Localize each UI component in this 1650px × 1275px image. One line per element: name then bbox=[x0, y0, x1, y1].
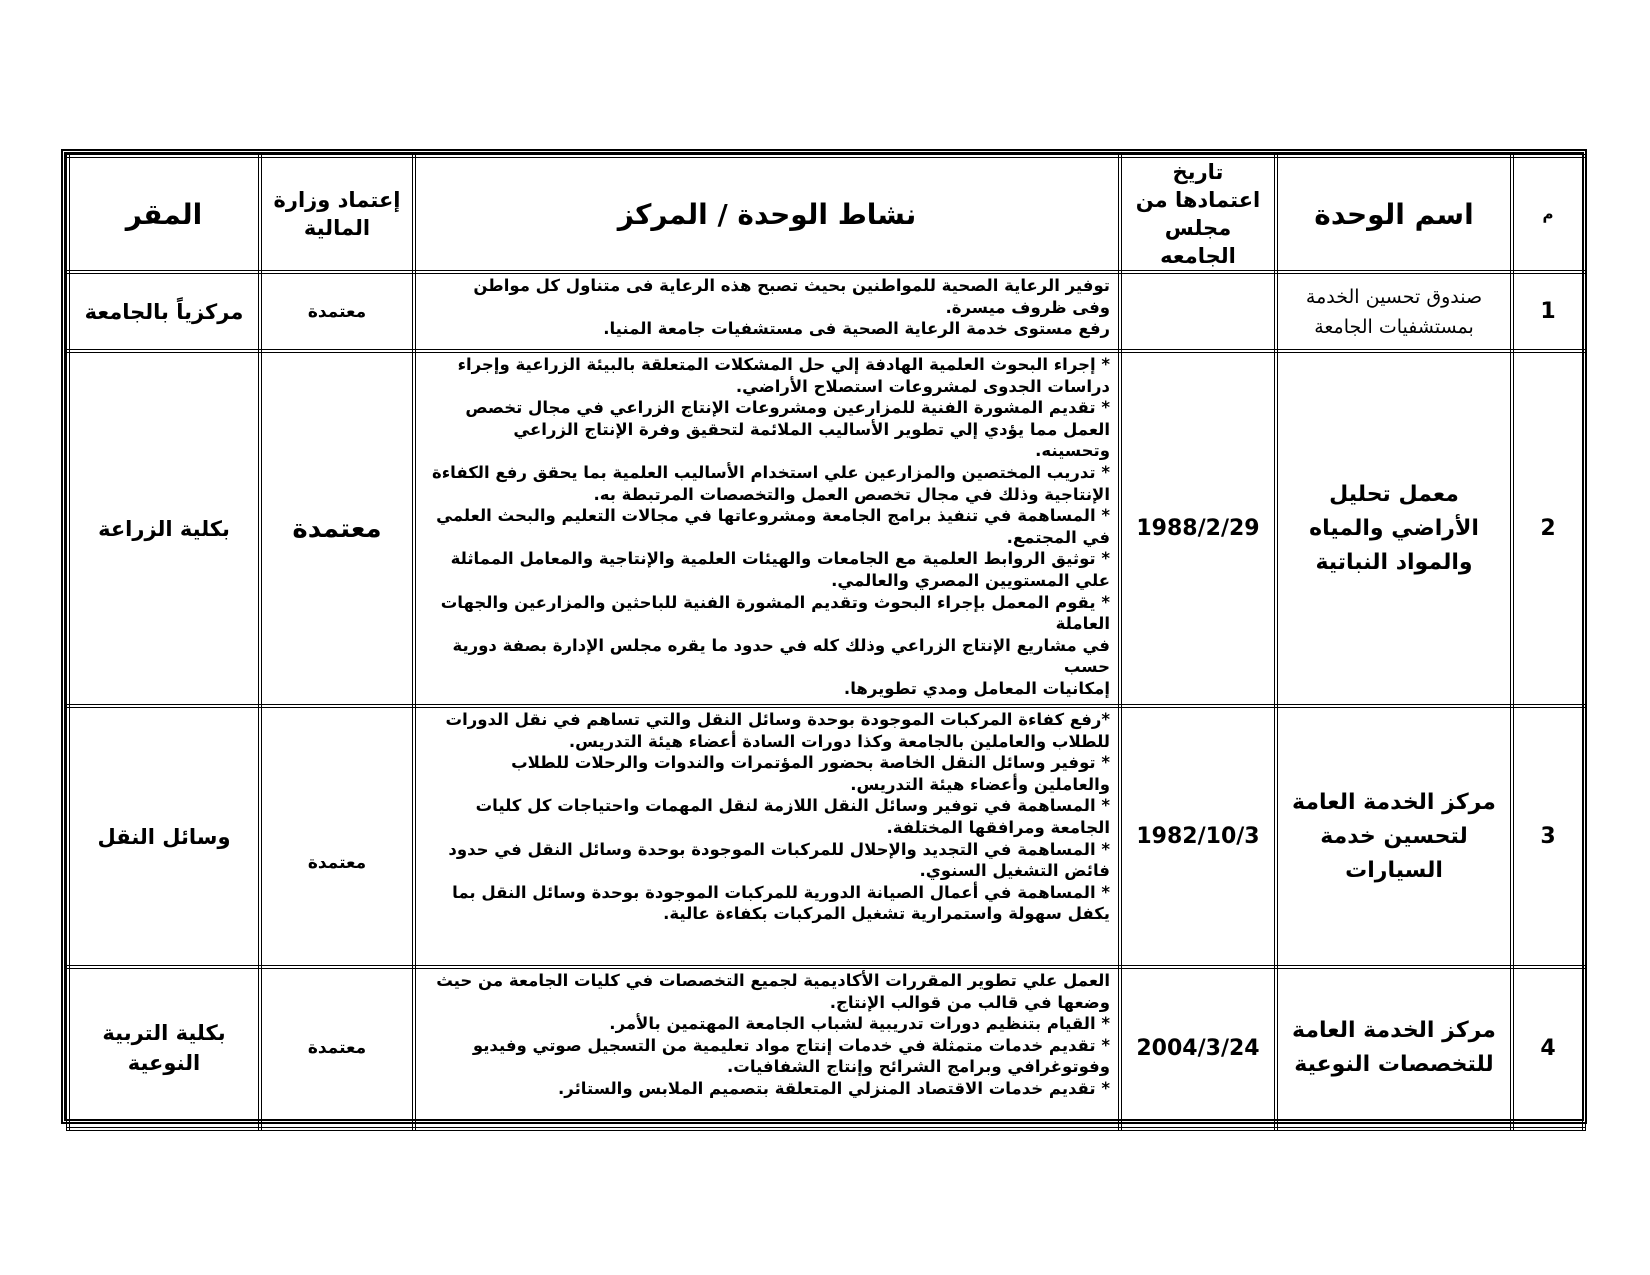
activity-line: يكفل سهولة واستمرارية تشغيل المركبات بكفاءة عالية. bbox=[663, 904, 1110, 924]
header-finance-approval: إعتماد وزارة المالية bbox=[260, 156, 414, 272]
activity-cell bbox=[414, 351, 1120, 706]
table-row bbox=[68, 967, 1584, 1129]
activity-line: والعاملين وأعضاء هيئة التدريس. bbox=[850, 774, 1110, 794]
activity-cell bbox=[414, 706, 1120, 967]
header-no: م bbox=[1512, 156, 1584, 272]
row-number: 4 bbox=[1512, 967, 1584, 1129]
finance-approval: معتمدة bbox=[260, 351, 414, 706]
finance-approval: معتمدة bbox=[260, 967, 414, 1129]
approval-date: 1988/2/29 bbox=[1120, 351, 1276, 706]
activity-line: في المجتمع. bbox=[1006, 527, 1110, 547]
activity-cell bbox=[414, 967, 1120, 1129]
activity-line: في مشاريع الإنتاج الزراعي وذلك كله في حدود ما يقره مجلس الإدارة بصفة دورية حسب bbox=[452, 635, 1110, 677]
unit-name: معمل تحليل الأراضي والمياه والمواد النباتية bbox=[1276, 351, 1512, 706]
activity-line: * تدريب المختصين والمزارعين علي استخدام الأساليب العلمية بما يحقق رفع الكفاءة bbox=[431, 462, 1110, 482]
activity-line: وفوتوغرافي وبرامج الشرائح وإنتاج الشفافيات. bbox=[727, 1057, 1110, 1077]
activity-line: فائض التشغيل السنوي. bbox=[919, 861, 1110, 881]
activity-line: * تقديم المشورة الفنية للمزارعين ومشروعات الإنتاج الزراعي في مجال تخصص bbox=[465, 398, 1110, 418]
activity-line: دراسات الجدوى لمشروعات استصلاح الأراضي. bbox=[735, 376, 1110, 396]
activity-line: * المساهمة في أعمال الصيانة الدورية للمركبات الموجودة بوحدة وسائل النقل بما bbox=[452, 882, 1110, 902]
activity-line: * توفير وسائل النقل الخاصة بحضور المؤتمرات والندوات والرحلات للطلاب bbox=[511, 753, 1110, 773]
finance-approval: معتمدة bbox=[260, 706, 414, 967]
header-location: المقر bbox=[68, 156, 260, 272]
header-approval-date: تاريخ اعتمادها من مجلس الجامعه bbox=[1120, 156, 1276, 272]
activity-cell bbox=[414, 272, 1120, 351]
units-table-frame bbox=[61, 149, 1587, 1124]
unit-name: مركز الخدمة العامة للتخصصات النوعية bbox=[1276, 967, 1512, 1129]
activity-line: * القيام بتنظيم دورات تدريبية لشباب الجامعة المهتمين بالأمر. bbox=[609, 1014, 1110, 1034]
table-row bbox=[68, 706, 1584, 967]
units-table bbox=[66, 154, 1586, 1131]
activity-line: إمكانيات المعامل ومدي تطويرها. bbox=[843, 678, 1110, 698]
activity-line: العمل علي تطوير المقررات الأكاديمية لجميع التخصصات في كليات الجامعة من حيث bbox=[436, 971, 1110, 990]
header-unit-name: اسم الوحدة bbox=[1276, 156, 1512, 272]
location: وسائل النقل bbox=[68, 706, 260, 967]
row-number: 3 bbox=[1512, 706, 1584, 967]
location: بكلية الزراعة bbox=[68, 351, 260, 706]
activity-line: علي المستويين المصري والعالمي. bbox=[831, 570, 1110, 590]
unit-name: مركز الخدمة العامة لتحسين خدمة السيارات bbox=[1276, 706, 1512, 967]
location: بكلية التربية النوعية bbox=[68, 967, 260, 1129]
header-activity: نشاط الوحدة / المركز bbox=[414, 156, 1120, 272]
activity-line: * إجراء البحوث العلمية الهادفة إلي حل المشكلات المتعلقة بالبيئة الزراعية وإجراء bbox=[457, 355, 1110, 374]
activity-line: * المساهمة في تنفيذ برامج الجامعة ومشروعاتها في مجالات التعليم والبحث العلمي bbox=[436, 506, 1110, 526]
activity-line: * المساهمة في التجديد والإحلال للمركبات الموجودة بوحدة وسائل النقل في حدود bbox=[448, 839, 1110, 859]
location: مركزياً بالجامعة bbox=[68, 272, 260, 351]
table-row bbox=[68, 272, 1584, 351]
activity-line: * يقوم المعمل بإجراء البحوث وتقديم المشورة الفنية للباحثين والمزارعين والجهات العاملة bbox=[440, 592, 1110, 634]
activity-line: العمل مما يؤدي إلي تطوير الأساليب الملائمة لتحقيق وفرة الإنتاج الزراعي bbox=[513, 419, 1110, 439]
unit-name: صندوق تحسين الخدمة بمستشفيات الجامعة bbox=[1276, 272, 1512, 351]
approval-date: 1982/10/3 bbox=[1120, 706, 1276, 967]
finance-approval: معتمدة bbox=[260, 272, 414, 351]
approval-date bbox=[1120, 272, 1276, 351]
activity-line: الجامعة ومرافقها المختلفة. bbox=[886, 817, 1110, 837]
activity-line: *رفع كفاءة المركبات الموجودة بوحدة وسائل النقل والتي تساهم في نقل الدورات bbox=[445, 710, 1110, 729]
activity-line: رفع مستوى خدمة الرعاية الصحية فى مستشفيات جامعة المنيا. bbox=[603, 319, 1110, 339]
activity-line: * تقديم خدمات متمثلة في خدمات إنتاج مواد تعليمية من التسجيل صوتي وفيديو bbox=[472, 1035, 1110, 1055]
header-row bbox=[68, 156, 1584, 272]
table-row bbox=[68, 351, 1584, 706]
activity-line: وتحسينه. bbox=[1035, 441, 1110, 461]
activity-line: * تقديم خدمات الاقتصاد المنزلي المتعلقة بتصميم الملابس والستائر. bbox=[558, 1078, 1110, 1098]
row-number: 2 bbox=[1512, 351, 1584, 706]
activity-line: * توثيق الروابط العلمية مع الجامعات والهيئات العلمية والإنتاجية والمعامل المماثلة bbox=[450, 549, 1110, 569]
activity-line: للطلاب والعاملين بالجامعة وكذا دورات السادة أعضاء هيئة التدريس. bbox=[568, 731, 1110, 751]
row-number: 1 bbox=[1512, 272, 1584, 351]
approval-date: 2004/3/24 bbox=[1120, 967, 1276, 1129]
activity-line: توفير الرعاية الصحية للمواطنين بحيث تصبح هذه الرعاية فى متناول كل مواطن bbox=[473, 276, 1110, 295]
activity-line: الإنتاجية وذلك في مجال تخصص العمل والتخصصات المرتبطة به. bbox=[593, 484, 1110, 504]
activity-line: * المساهمة في توفير وسائل النقل اللازمة لنقل المهمات واحتياجات كل كليات bbox=[475, 796, 1110, 816]
activity-line: وضعها في قالب من قوالب الإنتاج. bbox=[829, 992, 1110, 1012]
activity-line: وفى ظروف ميسرة. bbox=[945, 297, 1110, 317]
